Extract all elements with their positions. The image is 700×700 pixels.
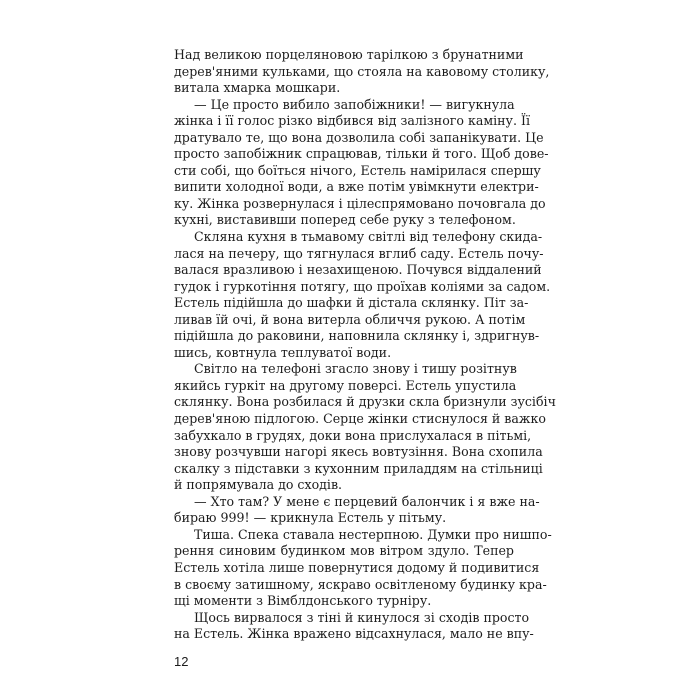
text-line: на Естель. Жінка вражено відсахнулася, мало не впу- — [174, 626, 534, 642]
text-line: рення синовим будинком мов вітром здуло. Тепер — [174, 543, 514, 559]
text-line: сти собі, що боїться нічого, Естель намірилася спершу — [174, 162, 541, 178]
text-line: випити холодної води, а вже потім увімкнути електри- — [174, 179, 539, 195]
text-line: — Це просто вибило запобіжники! — вигукнула — [194, 96, 515, 112]
paragraph — [174, 609, 534, 643]
text-line: дерев'яними кульками, що стояла на кавовому столику, — [174, 63, 550, 79]
text-line: Тиша. Спека ставала нестерпною. Думки про нишпо- — [194, 526, 552, 542]
text-line: бираю 999! — крикнула Естель у пітьму. — [174, 510, 447, 526]
text-line: підійшла до раковини, наповнила склянку і, здригнув- — [174, 328, 540, 344]
page-number: 12 — [174, 654, 189, 669]
paragraph — [174, 493, 540, 527]
text-line: Скляна кухня в тьмавому світлі від телефону скида- — [194, 229, 543, 245]
text-line: кухні, виставивши поперед себе руку з телефоном. — [174, 212, 516, 228]
text-line: ку. Жінка розвернулася і цілеспрямовано почовгала до — [174, 195, 546, 211]
text-line: гудок і гуркотіння потягу, що проїхав коліями за садом. — [174, 278, 551, 294]
body-text — [174, 47, 556, 643]
text-line: й попрямувала до сходів. — [174, 477, 343, 493]
text-line: склянку. Вона розбилася й друзки скла бризнули зусібіч — [174, 394, 556, 410]
paragraph — [174, 229, 551, 361]
text-line: Естель підійшла до шафки й дістала склянку. Піт за- — [174, 295, 529, 311]
text-line: валася вразливою і незахищеною. Почувся віддалений — [174, 262, 542, 278]
text-line: Щось вирвалося з тіні й кинулося зі сходів просто — [194, 609, 530, 625]
text-line: просто запобіжник спрацював, тільки й того. Щоб дове- — [174, 146, 549, 162]
text-line: шись, ковтнула теплуватої води. — [174, 344, 392, 360]
text-line: — Хто там? У мене є перцевий балончик і я вже на- — [194, 493, 540, 509]
text-line: Над великою порцеляновою тарілкою з брунатними — [174, 47, 524, 62]
text-line: ливав їй очі, й вона витерла обличчя рукою. А потім — [174, 311, 526, 327]
text-line: Світло на телефоні згасло знову і тишу розітнув — [194, 361, 517, 377]
text-line: Естель хотіла лише повернутися додому й подивитися — [174, 559, 540, 575]
text-line: дерев'яною підлогою. Серце жінки стиснулося й важко — [174, 411, 546, 427]
paragraph — [174, 96, 549, 229]
text-line: в своєму затишному, яскраво освітленому будинку кра- — [174, 576, 547, 592]
paragraph — [174, 526, 552, 610]
text-line: витала хмарка мошкари. — [174, 80, 341, 96]
text-line: знову розчувши нагорі якесь вовтузіння. Вона схопила — [174, 444, 543, 460]
text-line: якийсь гуркіт на другому поверсі. Естель упустила — [174, 377, 517, 393]
text-line: жінка і її голос різко відбився від залізного каміну. Її — [174, 113, 530, 129]
text-line: забухкало в грудях, доки вона прислухалася в пітьмі, — [174, 427, 532, 443]
text-line: щі моменти з Вімблдонського турніру. — [174, 593, 432, 609]
text-line: скалку з підставки з кухонним приладдям на стільниці — [174, 460, 543, 476]
text-line: дратувало те, що вона дозволила собі запанікувати. Це — [174, 129, 544, 145]
paragraph — [174, 361, 556, 493]
text-line: лася на печеру, що тягнулася вглиб саду. Естель почу- — [174, 245, 544, 261]
paragraph — [174, 47, 550, 97]
